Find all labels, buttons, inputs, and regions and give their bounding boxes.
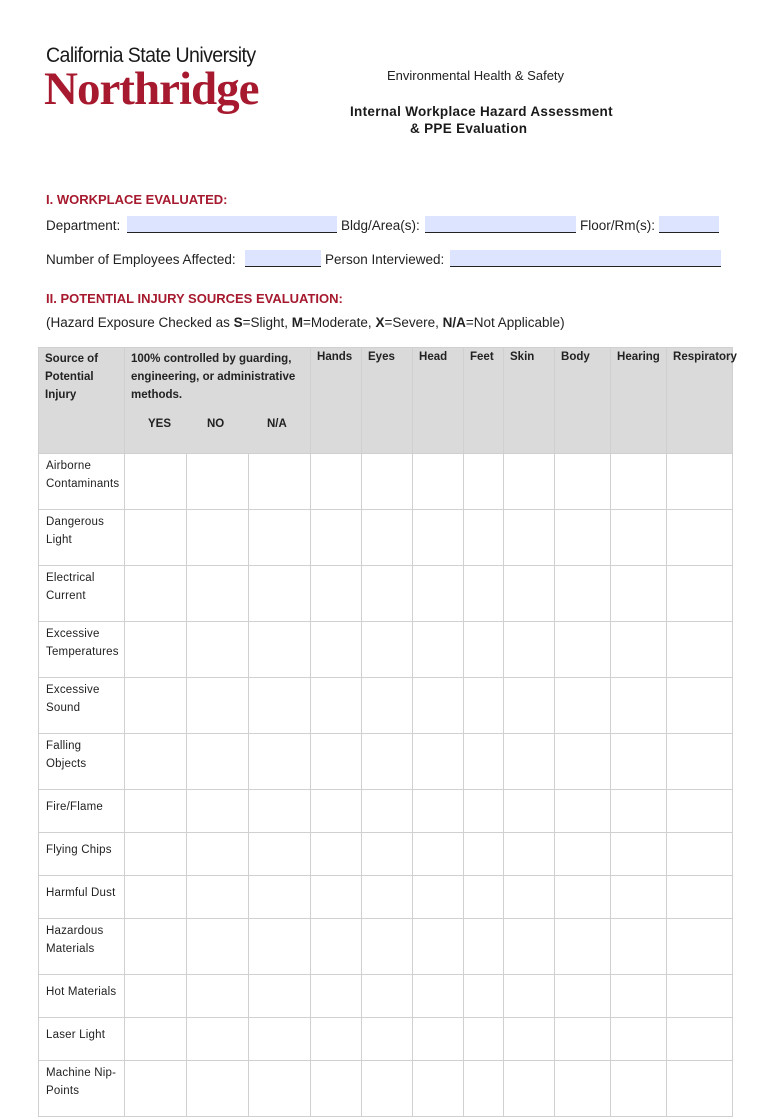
assessment-cell[interactable] — [464, 1061, 504, 1117]
table-row — [39, 833, 733, 876]
assessment-cell[interactable] — [504, 454, 555, 510]
assessment-cell[interactable] — [125, 622, 187, 678]
assessment-cell[interactable] — [125, 734, 187, 790]
na-header: N/A — [267, 418, 287, 430]
section1-heading: I. WORKPLACE EVALUATED: — [46, 192, 228, 207]
injury-source-cell: Harmful Dust — [39, 876, 125, 919]
assessment-cell[interactable] — [187, 975, 249, 1018]
assessment-cell[interactable] — [125, 790, 187, 833]
assessment-cell[interactable] — [311, 678, 362, 734]
assessment-cell[interactable] — [311, 510, 362, 566]
assessment-cell[interactable] — [413, 876, 464, 919]
floor-label: Floor/Rm(s): — [580, 218, 655, 233]
interviewed-field[interactable] — [450, 250, 721, 267]
column-header: Hearing — [611, 348, 667, 454]
assessment-cell[interactable] — [249, 790, 311, 833]
assessment-cell[interactable] — [504, 876, 555, 919]
assessment-cell[interactable] — [249, 622, 311, 678]
column-header: Skin — [504, 348, 555, 454]
assessment-cell[interactable] — [464, 876, 504, 919]
assessment-cell[interactable] — [413, 919, 464, 975]
hazard-legend: (Hazard Exposure Checked as S=Slight, M=Moderate, X=Severe, N/A=Not Applicable) — [46, 315, 565, 330]
assessment-cell[interactable] — [611, 566, 667, 622]
assessment-cell[interactable] — [611, 790, 667, 833]
assessment-cell[interactable] — [413, 1061, 464, 1117]
form-title-line1: Internal Workplace Hazard Assessment — [350, 104, 613, 119]
assessment-cell[interactable] — [187, 833, 249, 876]
assessment-cell[interactable] — [125, 678, 187, 734]
assessment-cell[interactable] — [464, 975, 504, 1018]
assessment-cell[interactable] — [611, 1061, 667, 1117]
table-row — [39, 734, 733, 790]
floor-field[interactable] — [659, 216, 719, 233]
assessment-cell[interactable] — [311, 876, 362, 919]
assessment-cell[interactable] — [187, 678, 249, 734]
assessment-cell[interactable] — [504, 678, 555, 734]
assessment-cell[interactable] — [555, 678, 611, 734]
table-header-row — [39, 348, 733, 454]
assessment-cell[interactable] — [464, 454, 504, 510]
hazard-assessment-table — [38, 347, 737, 1117]
assessment-cell[interactable] — [611, 919, 667, 975]
assessment-cell[interactable] — [504, 734, 555, 790]
assessment-cell[interactable] — [187, 790, 249, 833]
assessment-cell[interactable] — [362, 510, 413, 566]
assessment-cell[interactable] — [611, 510, 667, 566]
assessment-cell[interactable] — [667, 566, 733, 622]
bldg-field[interactable] — [425, 216, 576, 233]
assessment-cell[interactable] — [504, 622, 555, 678]
assessment-cell[interactable] — [187, 876, 249, 919]
assessment-cell[interactable] — [555, 566, 611, 622]
assessment-cell[interactable] — [125, 510, 187, 566]
injury-source-cell: Flying Chips — [39, 833, 125, 876]
department-field[interactable] — [127, 216, 337, 233]
source-header: Source of Potential Injury — [39, 348, 125, 454]
table-row — [39, 622, 733, 678]
assessment-cell[interactable] — [667, 678, 733, 734]
assessment-cell[interactable] — [464, 622, 504, 678]
assessment-cell[interactable] — [311, 833, 362, 876]
assessment-cell[interactable] — [249, 454, 311, 510]
interviewed-label: Person Interviewed: — [325, 252, 445, 267]
assessment-cell[interactable] — [362, 876, 413, 919]
assessment-cell[interactable] — [413, 975, 464, 1018]
assessment-cell[interactable] — [667, 975, 733, 1018]
column-header: Body — [555, 348, 611, 454]
column-header: Head — [413, 348, 464, 454]
table-row — [39, 454, 733, 510]
assessment-cell[interactable] — [187, 622, 249, 678]
assessment-cell[interactable] — [667, 790, 733, 833]
assessment-cell[interactable] — [362, 1061, 413, 1117]
assessment-cell[interactable] — [611, 734, 667, 790]
assessment-cell[interactable] — [249, 876, 311, 919]
assessment-cell[interactable] — [311, 622, 362, 678]
assessment-cell[interactable] — [249, 833, 311, 876]
assessment-cell[interactable] — [555, 790, 611, 833]
assessment-cell[interactable] — [187, 510, 249, 566]
assessment-cell[interactable] — [249, 510, 311, 566]
injury-source-cell: Excessive Sound — [39, 678, 125, 734]
assessment-cell[interactable] — [555, 876, 611, 919]
table-row — [39, 975, 733, 1018]
assessment-cell[interactable] — [187, 734, 249, 790]
column-header: Feet — [464, 348, 504, 454]
column-header: Respiratory — [667, 348, 733, 454]
assessment-cell[interactable] — [187, 919, 249, 975]
injury-source-cell: Electrical Current — [39, 566, 125, 622]
assessment-cell[interactable] — [311, 1061, 362, 1117]
assessment-cell[interactable] — [362, 734, 413, 790]
assessment-cell[interactable] — [249, 919, 311, 975]
assessment-cell[interactable] — [555, 1061, 611, 1117]
assessment-cell[interactable] — [362, 622, 413, 678]
assessment-cell[interactable] — [362, 454, 413, 510]
assessment-cell[interactable] — [125, 876, 187, 919]
assessment-cell[interactable] — [611, 876, 667, 919]
assessment-cell[interactable] — [311, 919, 362, 975]
injury-source-cell: Excessive Temperatures — [39, 622, 125, 678]
assessment-cell[interactable] — [125, 566, 187, 622]
assessment-cell[interactable] — [667, 833, 733, 876]
assessment-cell[interactable] — [555, 454, 611, 510]
table-row — [39, 790, 733, 833]
assessment-cell[interactable] — [362, 919, 413, 975]
assessment-cell[interactable] — [249, 1061, 311, 1117]
assessment-cell[interactable] — [504, 790, 555, 833]
section2-heading: II. POTENTIAL INJURY SOURCES EVALUATION: — [46, 291, 343, 306]
assessment-cell[interactable] — [464, 566, 504, 622]
table-row — [39, 1061, 733, 1117]
assessment-cell[interactable] — [413, 622, 464, 678]
controlled-header: 100% controlled by guarding, engineering, or administrative methods. YES NO N/A — [125, 348, 311, 454]
assessment-cell[interactable] — [667, 876, 733, 919]
assessment-cell[interactable] — [187, 566, 249, 622]
assessment-cell[interactable] — [362, 678, 413, 734]
assessment-cell[interactable] — [311, 790, 362, 833]
assessment-cell[interactable] — [249, 734, 311, 790]
table-row — [39, 876, 733, 919]
injury-source-cell: Hazardous Materials — [39, 919, 125, 975]
assessment-cell[interactable] — [413, 734, 464, 790]
assessment-cell[interactable] — [504, 510, 555, 566]
assessment-cell[interactable] — [611, 622, 667, 678]
assessment-cell[interactable] — [504, 566, 555, 622]
injury-source-cell: Dangerous Light — [39, 510, 125, 566]
assessment-cell[interactable] — [413, 510, 464, 566]
assessment-cell[interactable] — [611, 833, 667, 876]
assessment-cell[interactable] — [464, 510, 504, 566]
assessment-cell[interactable] — [464, 919, 504, 975]
assessment-cell[interactable] — [362, 566, 413, 622]
assessment-cell[interactable] — [187, 1061, 249, 1117]
assessment-cell[interactable] — [249, 678, 311, 734]
injury-source-cell: Laser Light — [39, 1018, 125, 1061]
injury-source-cell: Hot Materials — [39, 975, 125, 1018]
injury-source-cell: Airborne Contaminants — [39, 454, 125, 510]
assessment-cell[interactable] — [311, 454, 362, 510]
assessment-cell[interactable] — [464, 678, 504, 734]
assessment-cell[interactable] — [667, 622, 733, 678]
column-header: Eyes — [362, 348, 413, 454]
injury-source-cell: Falling Objects — [39, 734, 125, 790]
assessment-cell[interactable] — [555, 734, 611, 790]
assessment-cell[interactable] — [413, 790, 464, 833]
department-name: Environmental Health & Safety — [387, 68, 565, 83]
yes-header: YES — [148, 418, 172, 430]
assessment-cell[interactable] — [311, 566, 362, 622]
assessment-cell[interactable] — [555, 975, 611, 1018]
assessment-cell[interactable] — [362, 975, 413, 1018]
assessment-cell[interactable] — [667, 454, 733, 510]
assessment-cell[interactable] — [464, 790, 504, 833]
bldg-label: Bldg/Area(s): — [341, 218, 420, 233]
assessment-cell[interactable] — [667, 510, 733, 566]
assessment-cell[interactable] — [187, 454, 249, 510]
assessment-cell[interactable] — [611, 975, 667, 1018]
table-row — [39, 919, 733, 975]
assessment-cell[interactable] — [125, 975, 187, 1018]
assessment-cell[interactable] — [125, 919, 187, 975]
assessment-cell[interactable] — [125, 1061, 187, 1117]
assessment-cell[interactable] — [249, 975, 311, 1018]
assessment-cell[interactable] — [464, 833, 504, 876]
assessment-cell[interactable] — [504, 975, 555, 1018]
assessment-cell[interactable] — [555, 919, 611, 975]
assessment-cell[interactable] — [611, 678, 667, 734]
assessment-cell[interactable] — [667, 1061, 733, 1117]
form-title-line2: & PPE Evaluation — [410, 121, 528, 136]
assessment-cell[interactable] — [667, 919, 733, 975]
injury-source-cell: Fire/Flame — [39, 790, 125, 833]
assessment-cell[interactable] — [413, 454, 464, 510]
assessment-cell[interactable] — [555, 622, 611, 678]
employees-label: Number of Employees Affected: — [46, 252, 236, 267]
assessment-cell[interactable] — [413, 678, 464, 734]
assessment-cell[interactable] — [125, 454, 187, 510]
table-row — [39, 678, 733, 734]
assessment-cell[interactable] — [362, 833, 413, 876]
employees-field[interactable] — [245, 250, 321, 267]
assessment-cell[interactable] — [311, 975, 362, 1018]
assessment-cell[interactable] — [667, 734, 733, 790]
assessment-cell[interactable] — [311, 734, 362, 790]
table-row — [39, 510, 733, 566]
assessment-cell[interactable] — [464, 734, 504, 790]
assessment-cell[interactable] — [413, 566, 464, 622]
assessment-cell[interactable] — [413, 833, 464, 876]
assessment-cell[interactable] — [362, 790, 413, 833]
assessment-cell[interactable] — [504, 1061, 555, 1117]
column-header: Hands — [311, 348, 362, 454]
assessment-cell[interactable] — [504, 833, 555, 876]
assessment-cell[interactable] — [555, 833, 611, 876]
assessment-cell[interactable] — [611, 454, 667, 510]
no-header: NO — [207, 418, 225, 430]
university-logo-line1: California State University — [46, 44, 256, 67]
assessment-cell[interactable] — [504, 919, 555, 975]
injury-source-cell: Machine Nip- Points — [39, 1061, 125, 1117]
university-logo-wordmark: Northridge — [44, 63, 259, 115]
department-label: Department: — [46, 218, 121, 233]
table-row — [39, 566, 733, 622]
assessment-cell[interactable] — [249, 566, 311, 622]
assessment-cell[interactable] — [125, 833, 187, 876]
assessment-cell[interactable] — [555, 510, 611, 566]
